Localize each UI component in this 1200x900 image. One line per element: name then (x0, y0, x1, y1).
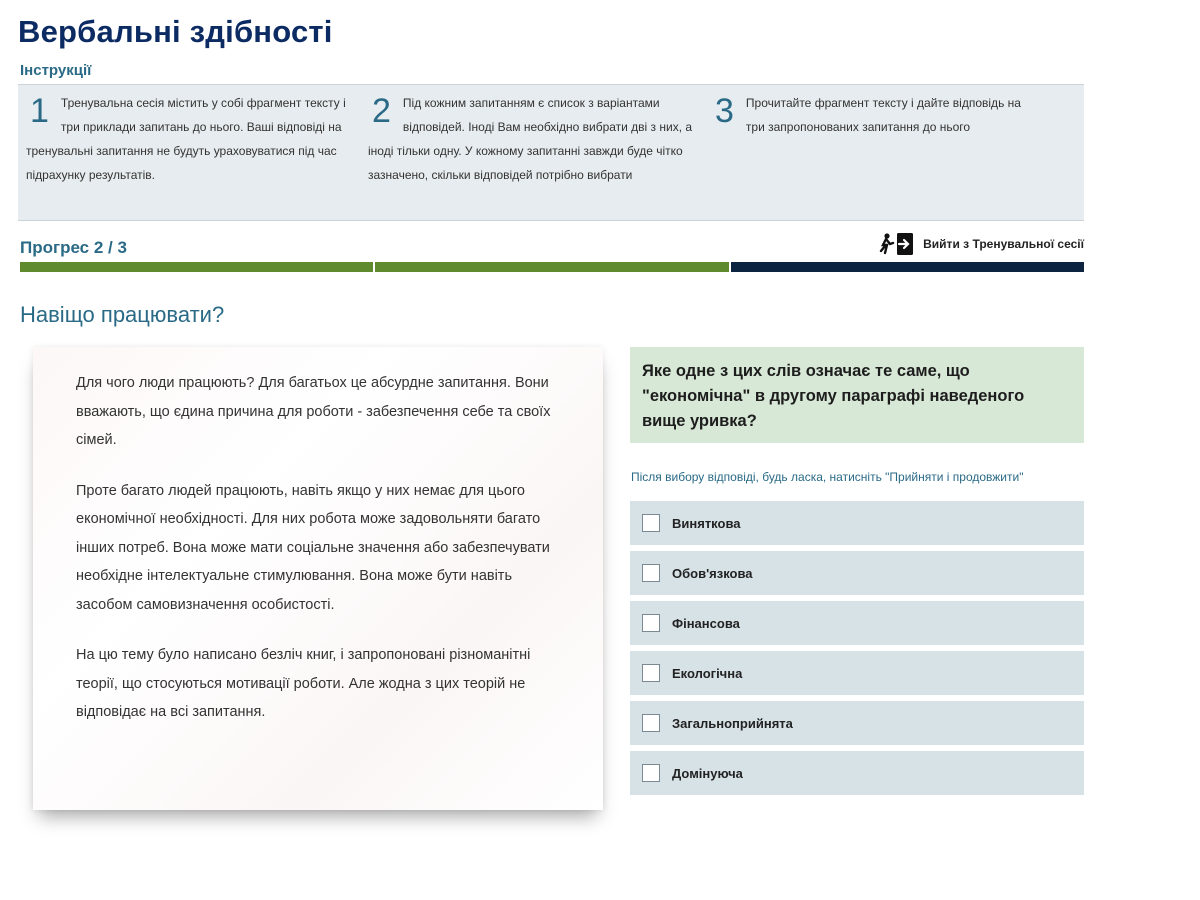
answer-option[interactable] (630, 651, 1084, 695)
step-text: Тренувальна сесія містить у собі фрагмент тексту і три приклади запитань до нього. Ваші відповіді на тренувальні запитання не будуть ураховуватися під час підрахунку результатів. (26, 96, 346, 182)
page-title: Вербальні здібності (18, 14, 333, 49)
passage-title: Навіщо працювати? (20, 302, 225, 327)
progress-segment-done (375, 262, 728, 272)
step-number: 3 (715, 92, 734, 130)
step-number: 1 (30, 92, 49, 130)
exit-session-label: Вийти з Тренувальної сесії (923, 237, 1084, 251)
passage-paragraph: Проте багато людей працюють, навіть якщо у них немає для цього економічної необхідності. Для них робота може задовольняти багато інших потреб. Вона може мати соціальне значення або забезпечувати необхідне інтелектуальне стимулювання. Вона може бути навіть засобом самовизначення особистості. (76, 482, 550, 613)
answer-option-label: Обов'язкова (672, 565, 753, 581)
answer-option-label: Загальноприйнята (672, 715, 793, 731)
instruction-step-2 (368, 91, 698, 187)
answer-checkbox[interactable] (642, 714, 660, 732)
answer-checkbox[interactable] (642, 764, 660, 782)
instructions-title: Інструкції (20, 62, 92, 79)
answer-option[interactable] (630, 751, 1084, 795)
progress-segment-done (20, 262, 373, 272)
progress-label: Прогрес 2 / 3 (20, 238, 127, 257)
exit-session-link[interactable] (879, 232, 1084, 256)
progress-segment-todo (731, 262, 1084, 272)
step-number: 2 (372, 92, 391, 130)
instruction-step-3 (711, 91, 1041, 139)
answer-option-label: Домінуюча (672, 765, 743, 781)
step-text: Під кожним запитанням є список з варіантами відповідей. Іноді Вам необхідно вибрати дві з них, а іноді тільки одну. У кожному запитанні завжди буде чітко зазначено, скільки відповідей потрібно вибрати (368, 96, 693, 182)
question-hint: Після вибору відповіді, будь ласка, натисніть "Прийняти і продовжити" (631, 470, 1024, 484)
answer-options (630, 501, 1084, 801)
progress-bar (20, 262, 1084, 272)
exit-door-icon (879, 232, 917, 256)
answer-option-label: Екологічна (672, 665, 743, 681)
passage-paragraph: На цю тему було написано безліч книг, і запропоновані різноманітні теорії, що стосуються мотивації роботи. Але жодна з цих теорій не відповідає на всі запитання. (76, 647, 531, 720)
passage-paragraph: Для чого люди працюють? Для багатьох це абсурдне запитання. Вони вважають, що єдина причина для роботи - забезпечення себе та своїх сімей. (76, 375, 551, 448)
instructions-panel (18, 84, 1084, 221)
answer-option[interactable] (630, 701, 1084, 745)
answer-checkbox[interactable] (642, 564, 660, 582)
answer-option-label: Виняткова (672, 515, 741, 531)
answer-checkbox[interactable] (642, 614, 660, 632)
step-text: Прочитайте фрагмент тексту і дайте відповідь на три запропонованих запитання до нього (745, 96, 1021, 134)
answer-option-label: Фінансова (672, 615, 740, 631)
instruction-step-1 (26, 91, 356, 187)
answer-checkbox[interactable] (642, 664, 660, 682)
question-text: Яке одне з цих слів означає те саме, що "економічна" в другому параграфі наведеного вище уривка? (630, 347, 1084, 443)
answer-option[interactable] (630, 601, 1084, 645)
passage-card (33, 347, 603, 810)
answer-option[interactable] (630, 551, 1084, 595)
answer-checkbox[interactable] (642, 514, 660, 532)
answer-option[interactable] (630, 501, 1084, 545)
